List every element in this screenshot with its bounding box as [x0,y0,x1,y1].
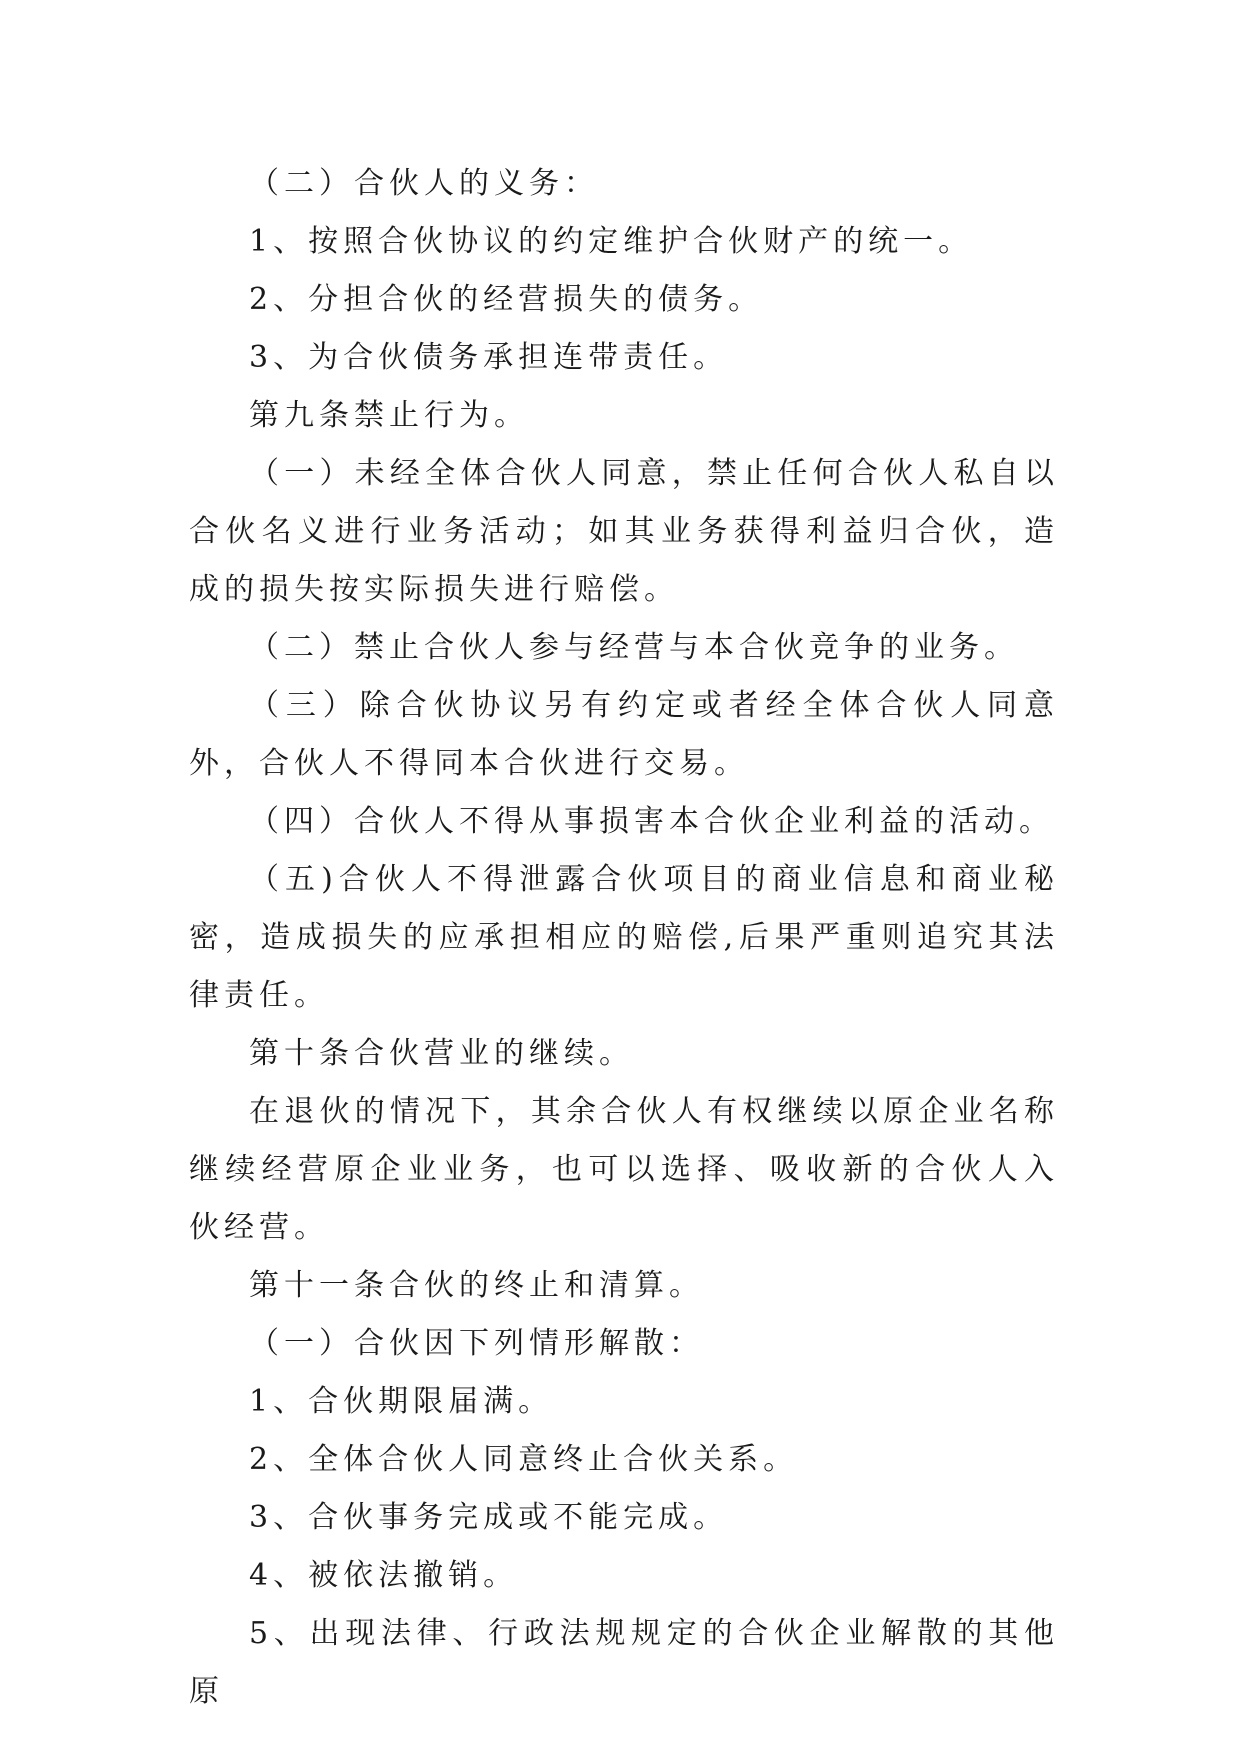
paragraph: 1、按照合伙协议的约定维护合伙财产的统一。 [249,224,974,259]
paragraph: （五)合伙人不得泄露合伙项目的商业信息和商业秘密，造成损失的应承担相应的赔偿,后果严重则追究其法律责任。 [189,862,1059,1013]
paragraph: （一）未经全体合伙人同意，禁止任何合伙人私自以合伙名义进行业务活动；如其业务获得利益归合伙，造成的损失按实际损失进行赔偿。 [189,456,1059,607]
paragraph: 2、全体合伙人同意终止合伙关系。 [249,1442,799,1477]
paragraph: 3、为合伙债务承担连带责任。 [249,340,729,375]
section-heading: 第十一条合伙的终止和清算。 [249,1268,704,1303]
section-heading: 第九条禁止行为。 [249,398,529,433]
paragraph: 在退伙的情况下，其余合伙人有权继续以原企业名称继续经营原企业业务，也可以选择、吸收新的合伙人入伙经营。 [189,1094,1059,1245]
paragraph: （三）除合伙协议另有约定或者经全体合伙人同意外，合伙人不得同本合伙进行交易。 [189,688,1059,781]
paragraph: 1、合伙期限届满。 [249,1384,554,1419]
section-heading: 第十条合伙营业的继续。 [249,1036,634,1071]
paragraph: （一）合伙因下列情形解散： [249,1326,704,1361]
paragraph: 3、合伙事务完成或不能完成。 [249,1500,729,1535]
paragraph: 4、被依法撤销。 [249,1558,519,1593]
paragraph: （四）合伙人不得从事损害本合伙企业利益的活动。 [249,804,1054,839]
paragraph: 2、分担合伙的经营损失的债务。 [249,282,764,317]
document-body [189,155,1059,1721]
paragraph: （二）合伙人的义务： [249,166,599,201]
paragraph: （二）禁止合伙人参与经营与本合伙竞争的业务。 [249,630,1019,665]
paragraph: 5、出现法律、行政法规规定的合伙企业解散的其他原 [189,1616,1059,1709]
